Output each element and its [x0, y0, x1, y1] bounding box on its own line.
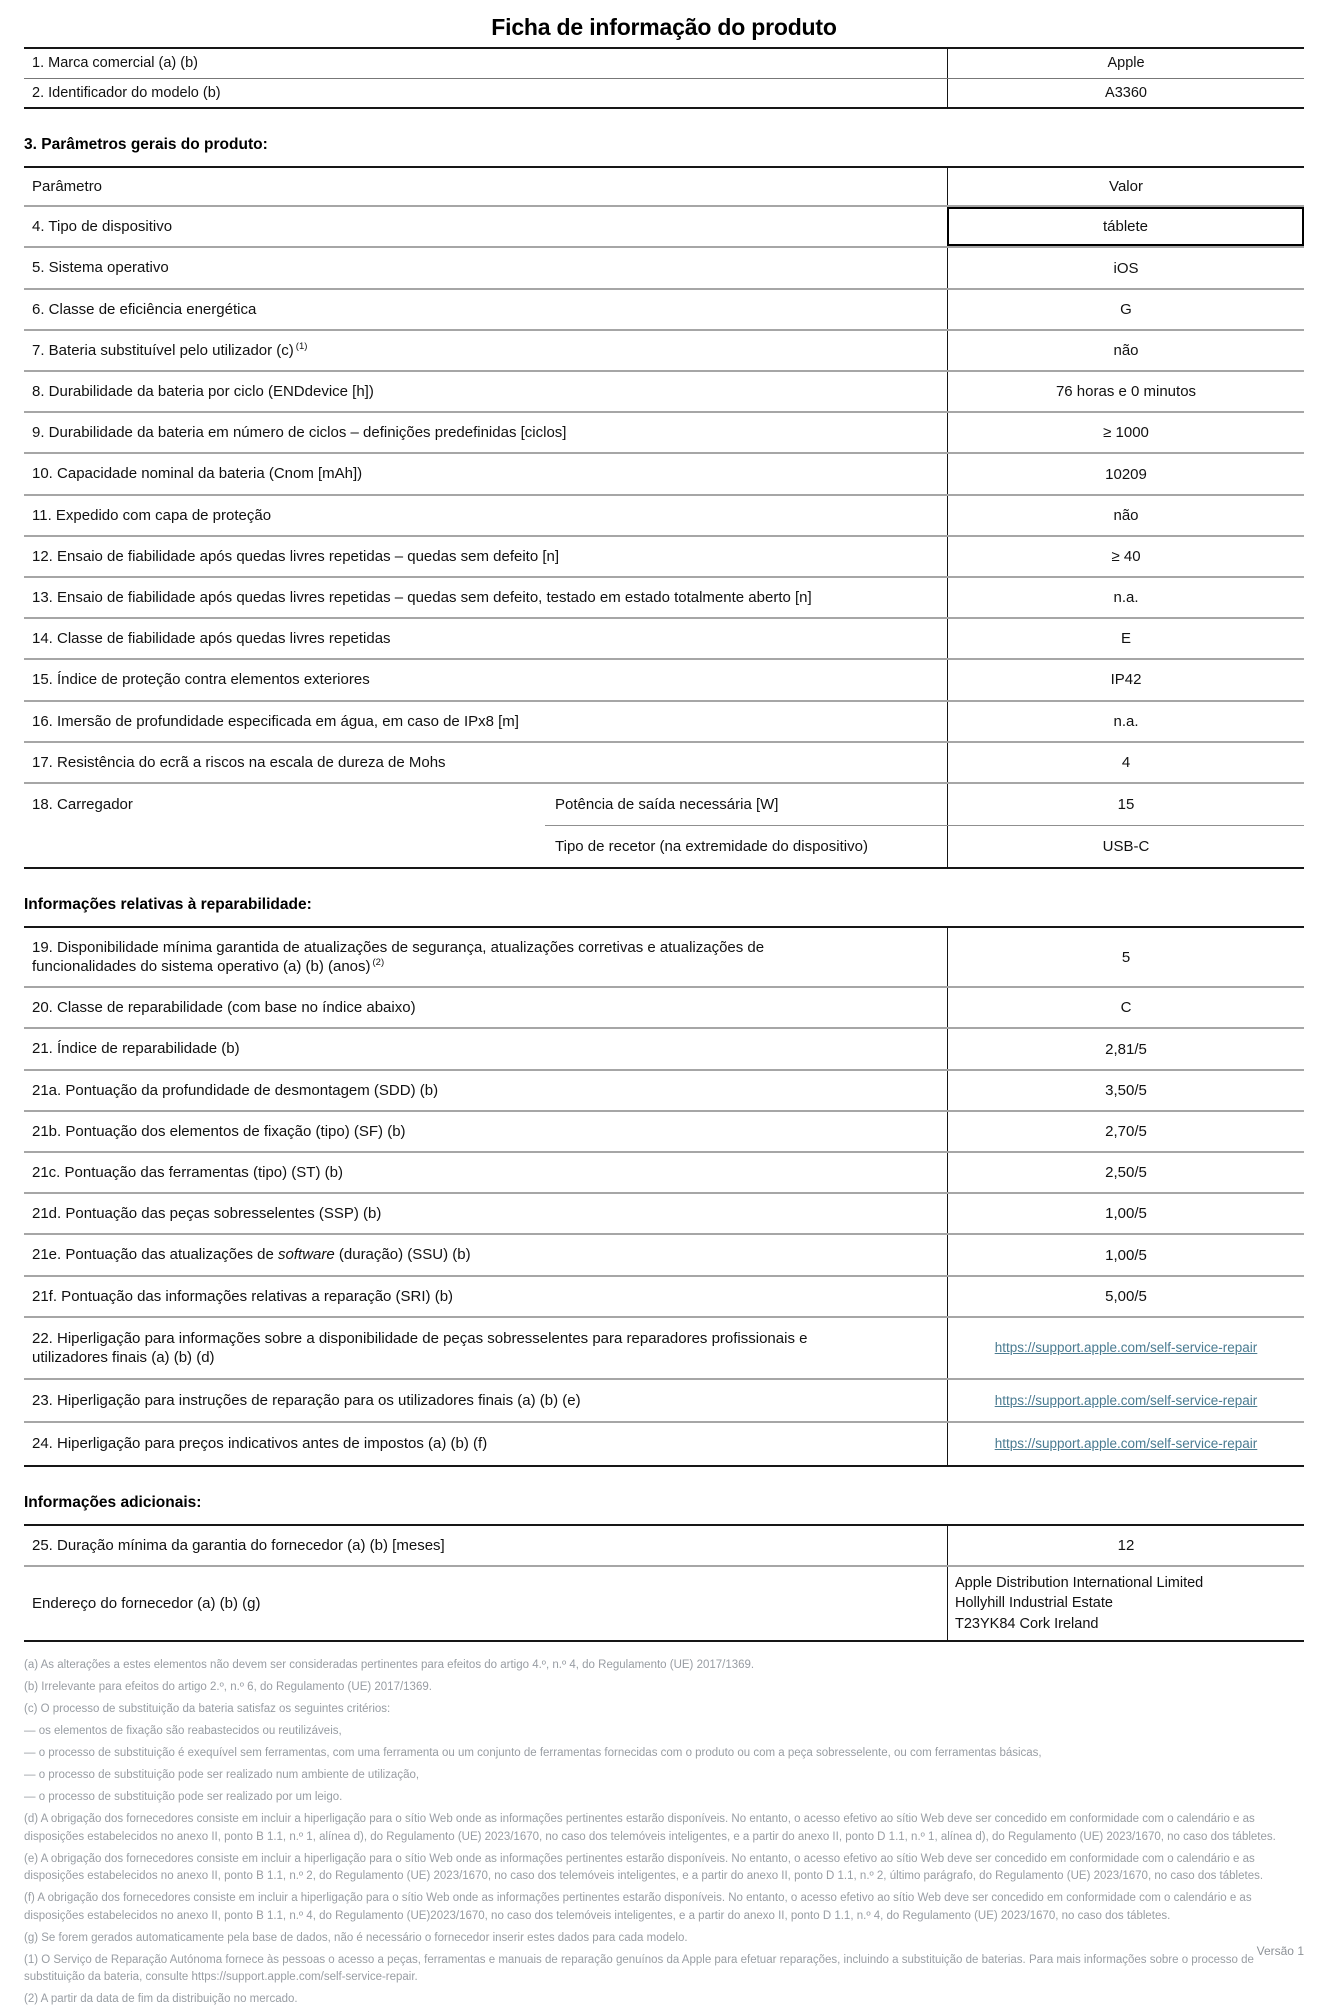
- row-label: Endereço do fornecedor (a) (b) (g): [32, 1594, 261, 1612]
- row-label: 5. Sistema operativo: [32, 259, 169, 277]
- table-row: [24, 78, 1304, 108]
- row-label: 4. Tipo de dispositivo: [32, 218, 173, 236]
- row-label: 7. Bateria substituível pelo utilizador (c) $^{(1)}$: [32, 340, 308, 359]
- table-row: [24, 658, 1304, 699]
- row-value: n.a.: [947, 578, 1304, 617]
- table-row: [24, 49, 1304, 78]
- row-value: [947, 1423, 1304, 1464]
- row-label: 10. Capacidade nominal da bateria (Cnom [mAh]): [32, 465, 363, 483]
- row-value: 5,00/5: [947, 1277, 1304, 1316]
- version-label: Versão 1: [1256, 1944, 1304, 1958]
- row-label: 21b. Pontuação dos elementos de fixação (tipo) (SF) (b): [32, 1122, 406, 1140]
- table-row: [24, 370, 1304, 411]
- row-label: 15. Índice de proteção contra elementos exteriores: [32, 671, 370, 689]
- section-heading-repairability: Informações relativas à reparabilidade:: [24, 895, 312, 913]
- row-label: 17. Resistência do ecrã a riscos na escala de dureza de Mohs: [32, 753, 446, 771]
- row-value: 4: [947, 743, 1304, 782]
- footnotes: [24, 1657, 1304, 2009]
- row-label: 21c. Pontuação das ferramentas (tipo) (ST) (b): [32, 1164, 343, 1182]
- row-value: [947, 1318, 1304, 1378]
- supplier-address: Apple Distribution International Limited Hollyhill Industrial Estate T23YK84 Cork Ireland: [947, 1567, 1304, 1641]
- row-value: Apple: [947, 49, 1304, 78]
- row-value: 1,00/5: [947, 1235, 1304, 1274]
- footnote-c: (c) O processo de substituição da bateria satisfaz os seguintes critérios:: [24, 1703, 391, 1716]
- general-parameters-table: [24, 166, 1304, 869]
- charger-row: [24, 782, 1304, 867]
- table-row: [24, 452, 1304, 493]
- footnote-2: (2) A partir da data de fim da distribuição no mercado.: [24, 1993, 298, 2006]
- repairability-table: [24, 926, 1304, 1467]
- row-label: 2. Identificador do modelo (b): [32, 84, 221, 101]
- charger-sub-rows: [545, 784, 1304, 867]
- charger-sub-row: [545, 784, 1304, 825]
- footnote-c-item: — o processo de substituição é exequível sem ferramentas, com uma ferramenta ou um conjunto de ferramentas fornecidas com o produto ou com a peça sobresselente, ou com ferramentas básicas,: [24, 1747, 1042, 1760]
- section-heading-additional: Informações adicionais:: [24, 1493, 202, 1511]
- row-label: 21a. Pontuação da profundidade de desmontagem (SDD) (b): [32, 1081, 439, 1099]
- row-label: 13. Ensaio de fiabilidade após quedas livres repetidas – quedas sem defeito, testado em estado totalmente aberto [n]: [32, 588, 812, 606]
- table-row: [24, 205, 1304, 246]
- table-row: [24, 1421, 1304, 1464]
- row-value: não: [947, 331, 1304, 370]
- row-label: 21f. Pontuação das informações relativas a reparação (SRI) (b): [32, 1287, 454, 1305]
- identification-table: [24, 47, 1304, 109]
- row-label: 1. Marca comercial (a) (b): [32, 55, 198, 71]
- row-value: iOS: [947, 248, 1304, 287]
- row-label: 24. Hiperligação para preços indicativos antes de impostos (a) (b) (f): [32, 1435, 488, 1453]
- table-row: [24, 494, 1304, 535]
- table-row: [24, 329, 1304, 370]
- footnote-g: (g) Se forem gerados automaticamente pela base de dados, não é necessário o fornecedor inserir estes dados para cada modelo.: [24, 1931, 688, 1944]
- footnote-b: (b) Irrelevante para efeitos do artigo 2.º, n.º 6, do Regulamento (UE) 2017/1369.: [24, 1681, 432, 1694]
- table-row: [24, 246, 1304, 287]
- table-row: [24, 535, 1304, 576]
- footnote-c-item: — os elementos de fixação são reabastecidos ou reutilizáveis,: [24, 1725, 342, 1738]
- table-row: [24, 928, 1304, 986]
- row-value: 76 horas e 0 minutos: [947, 372, 1304, 411]
- footnote-ref-1: (1): [295, 340, 308, 352]
- footnote-f: (f) A obrigação dos fornecedores consiste em incluir a hiperligação para o sítio Web onde as informações pertinentes estarão disponíveis. No entanto, o acesso efetivo ao sítio Web deve ser concedido em conformidade com o calendário e as disposições estabelecidos no anexo II, ponto B 1.1, n.º 4, do Regulamento (UE)2023/1670, no caso dos telemóveis inteligentes, e a partir do anexo II, ponto D 1.1, n.º 4, do Regulamento (UE) 2023/1670, no caso dos tábletes.: [24, 1892, 1252, 1922]
- footnote-c-item: — o processo de substituição pode ser realizado num ambiente de utilização,: [24, 1769, 420, 1782]
- section-heading-general: 3. Parâmetros gerais do produto:: [24, 136, 268, 154]
- row-label: 21d. Pontuação das peças sobresselentes (SSP) (b): [32, 1205, 382, 1223]
- table-row: [24, 1275, 1304, 1316]
- row-label: 8. Durabilidade da bateria por ciclo (ENDdevice [h]): [32, 383, 374, 401]
- row-value: 1,00/5: [947, 1194, 1304, 1233]
- row-label: 12. Ensaio de fiabilidade após quedas livres repetidas – quedas sem defeito [n]: [32, 547, 560, 565]
- table-row: [24, 1151, 1304, 1192]
- row-value: ≥ 40: [947, 537, 1304, 576]
- table-header-row: [24, 168, 1304, 205]
- table-row: [24, 1027, 1304, 1068]
- sub-row-value: USB-C: [947, 826, 1304, 867]
- row-label: 6. Classe de eficiência energética: [32, 300, 257, 318]
- row-label: 23. Hiperligação para instruções de reparação para os utilizadores finais (a) (b) (e): [32, 1392, 581, 1410]
- charger-sub-row: [545, 825, 1304, 867]
- table-row: [24, 617, 1304, 658]
- row-label: 21e. Pontuação das atualizações de software (duração) (SSU) (b): [32, 1246, 471, 1264]
- sub-row-label: Potência de saída necessária [W]: [555, 795, 779, 813]
- device-type-value: táblete: [947, 207, 1304, 246]
- row-label: 19. Disponibilidade mínima garantida de atualizações de segurança, atualizações corretivas e atualizações de funcionalidades do sistema operativo (a) (b) (anos) $^{(2)}$: [32, 938, 765, 976]
- footnote-d: (d) A obrigação dos fornecedores consiste em incluir a hiperligação para o sítio Web onde as informações pertinentes estarão disponíveis. No entanto, o acesso efetivo ao sítio Web deve ser concedido em conformidade com o calendário e as disposições estabelecidos no anexo II, ponto B 1.1, n.º 1, alínea d), do Regulamento (UE) 2023/1670, no caso dos telemóveis inteligentes, e a partir do anexo II, ponto D 1.1, n.º 1, alínea d), do Regulamento (UE) 2023/1670, no caso dos tábletes.: [24, 1813, 1276, 1843]
- table-row: [24, 411, 1304, 452]
- table-row: [24, 1233, 1304, 1274]
- row-value: A3360: [947, 79, 1304, 108]
- page-title: Ficha de informação do produto: [491, 14, 837, 40]
- indicative-prices-link[interactable]: https://support.apple.com/self-service-repair: [994, 1436, 1258, 1452]
- row-value: E: [947, 619, 1304, 658]
- sub-row-value: 15: [947, 784, 1304, 825]
- row-value: [947, 1380, 1304, 1421]
- footnote-a: (a) As alterações a estes elementos não devem ser consideradas pertinentes para efeitos do artigo 4.º, n.º 4, do Regulamento (UE) 2017/1369.: [24, 1659, 755, 1672]
- row-label: 18. Carregador: [32, 795, 133, 813]
- table-row: [24, 1110, 1304, 1151]
- row-value: 2,50/5: [947, 1153, 1304, 1192]
- repair-instructions-link[interactable]: https://support.apple.com/self-service-repair: [994, 1393, 1258, 1409]
- footnote-e: (e) A obrigação dos fornecedores consiste em incluir a hiperligação para o sítio Web onde as informações pertinentes estarão disponíveis. No entanto, o acesso efetivo ao sítio Web deve ser concedido em conformidade com o calendário e as disposições estabelecidos no anexo II, ponto B 1.1, n.º 2, do Regulamento (UE) 2023/1670, no caso dos telemóveis inteligentes, e a partir do anexo II, ponto D 1.1, n.º 2, último parágrafo, do Regulamento (UE) 2023/1670, no caso dos tábletes.: [24, 1852, 1264, 1883]
- row-label: 20. Classe de reparabilidade (com base no índice abaixo): [32, 999, 416, 1017]
- row-value: 3,50/5: [947, 1071, 1304, 1110]
- spare-parts-link[interactable]: https://support.apple.com/self-service-repair: [994, 1340, 1258, 1356]
- row-value: 12: [947, 1526, 1304, 1565]
- footnote-c-item: — o processo de substituição pode ser realizado por um leigo.: [24, 1791, 343, 1804]
- additional-info-table: [24, 1524, 1304, 1643]
- row-value: 10209: [947, 454, 1304, 493]
- row-label: 9. Durabilidade da bateria em número de ciclos – definições predefinidas [ciclos]: [32, 424, 567, 442]
- table-row: [24, 288, 1304, 329]
- row-value: não: [947, 496, 1304, 535]
- table-row: [24, 1316, 1304, 1378]
- footnote-1: (1) O Serviço de Reparação Autónoma fornece às pessoas o acesso a peças, ferramentas e manuais de reparação genuínos da Apple para efetuar reparações, incluindo a substituição de baterias. Para mais informações sobre o processo de substituição da bateria, consulte https://support.apple.com/self-service-repair.: [24, 1953, 1254, 1984]
- sub-row-label: Tipo de recetor (na extremidade do dispositivo): [555, 837, 868, 855]
- supplier-address-row: [24, 1565, 1304, 1641]
- table-row: [24, 700, 1304, 741]
- row-value: 2,70/5: [947, 1112, 1304, 1151]
- table-row: [24, 741, 1304, 782]
- row-value: 5: [947, 928, 1304, 986]
- table-row: [24, 986, 1304, 1027]
- row-label: 14. Classe de fiabilidade após quedas livres repetidas: [32, 630, 391, 648]
- row-value: G: [947, 290, 1304, 329]
- row-label: 25. Duração mínima da garantia do fornecedor (a) (b) [meses]: [32, 1536, 445, 1554]
- column-header-value: Valor: [947, 168, 1304, 205]
- table-row: [24, 1526, 1304, 1565]
- table-row: [24, 576, 1304, 617]
- row-label: 11. Expedido com capa de proteção: [32, 506, 272, 524]
- row-label: 22. Hiperligação para informações sobre a disponibilidade de peças sobresselentes para reparadores profissionais e utilizadores finais (a) (b) (d): [32, 1329, 808, 1366]
- column-header-parameter: Parâmetro: [32, 178, 103, 196]
- row-value: IP42: [947, 660, 1304, 699]
- table-row: [24, 1069, 1304, 1110]
- row-label: 16. Imersão de profundidade especificada em água, em caso de IPx8 [m]: [32, 712, 519, 730]
- table-row: [24, 1192, 1304, 1233]
- row-value: n.a.: [947, 702, 1304, 741]
- row-value: C: [947, 988, 1304, 1027]
- footnote-ref-2: (2): [372, 957, 385, 969]
- row-value: ≥ 1000: [947, 413, 1304, 452]
- table-row: [24, 1378, 1304, 1421]
- row-label: 21. Índice de reparabilidade (b): [32, 1040, 240, 1058]
- row-value: 2,81/5: [947, 1029, 1304, 1068]
